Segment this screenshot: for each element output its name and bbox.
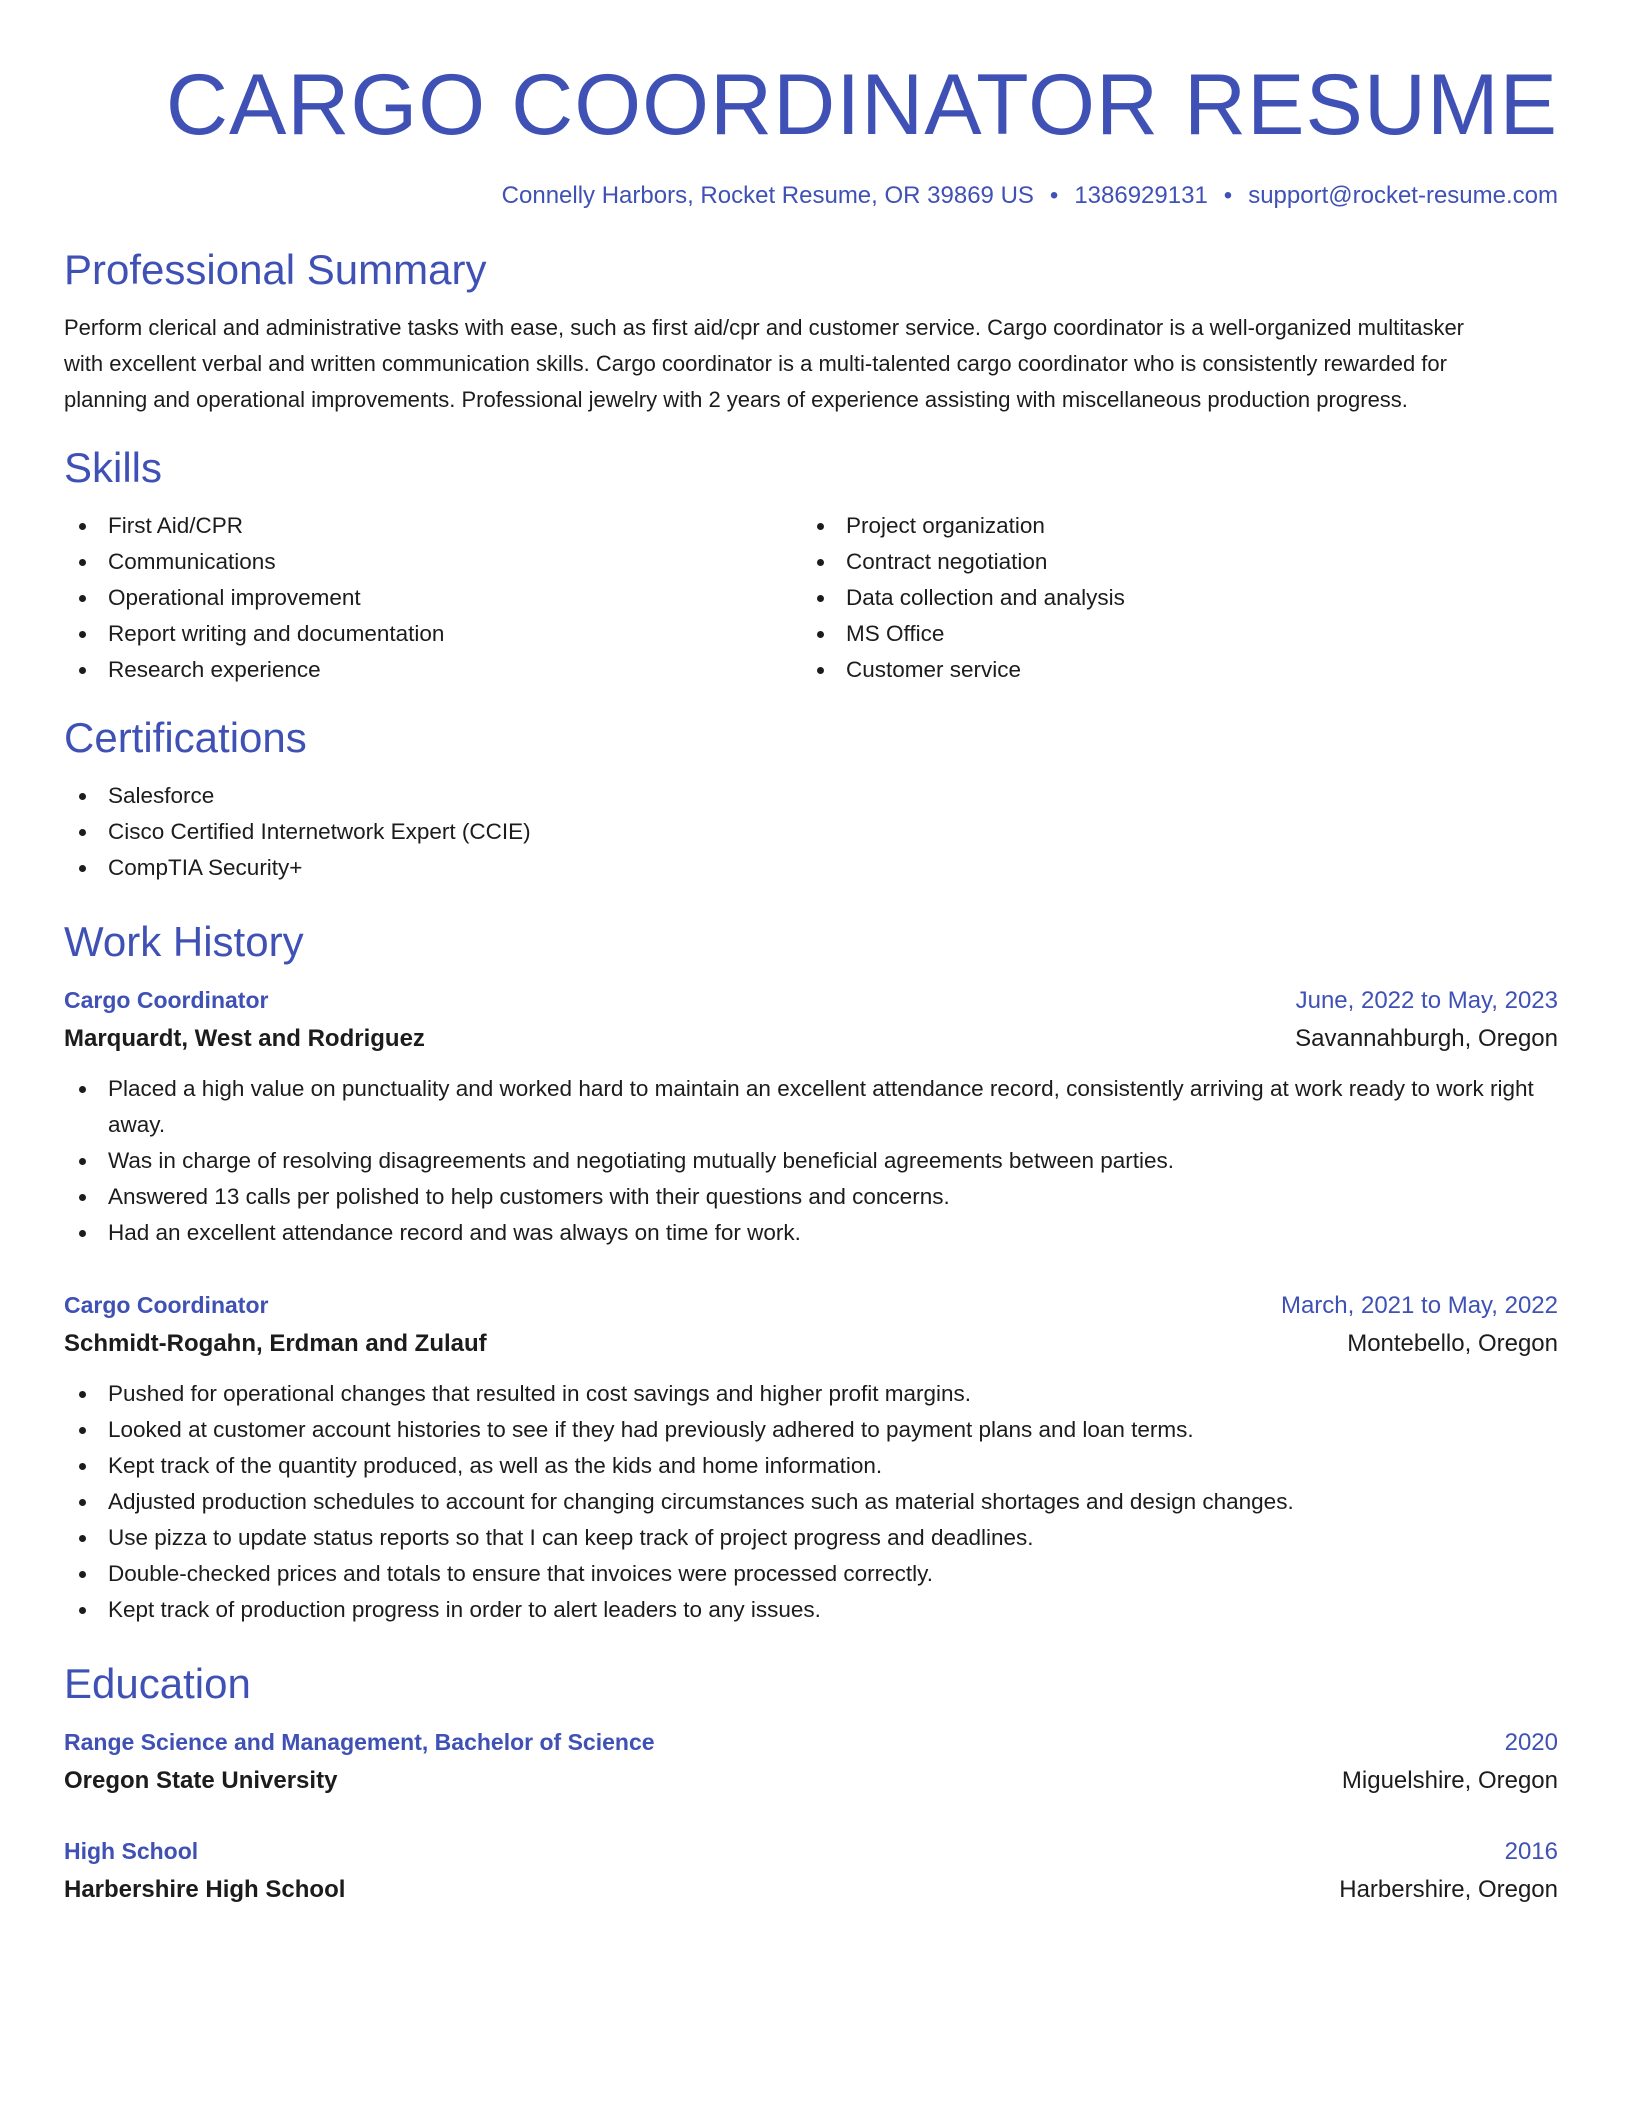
education-degree: Range Science and Management, Bachelor of Science: [64, 1729, 655, 1755]
education-school: Oregon State University: [64, 1767, 338, 1794]
education-degree: High School: [64, 1838, 199, 1864]
job-bullet: Kept track of the quantity produced, as well as the kids and home information.: [64, 1448, 1558, 1484]
job-location: Montebello, Oregon: [1347, 1330, 1558, 1357]
skill-item: MS Office: [802, 616, 1540, 652]
job-bullet: Double-checked prices and totals to ensure that invoices were processed correctly.: [64, 1556, 1558, 1592]
skill-item: Customer service: [802, 652, 1540, 688]
job-bullet: Looked at customer account histories to see if they had previously adhered to payment plans and loan terms.: [64, 1412, 1558, 1448]
education-year: 2020: [1504, 1729, 1558, 1756]
skill-item: Report writing and documentation: [64, 616, 802, 652]
job-bullet: Use pizza to update status reports so that I can keep track of project progress and deadlines.: [64, 1520, 1558, 1556]
job-entry: [64, 1287, 1558, 1628]
summary-text: Perform clerical and administrative tasks with ease, such as first aid/cpr and customer service. Cargo coordinator is a well-organized multitasker with excellent verbal and written communication skills. Cargo coordinator is a multi-talented cargo coordinator who is consistently rewarded for planning and operational improvements. Professional jewelry with 2 years of experience assisting with miscellaneous production progress.: [64, 315, 1465, 412]
skills-list-left: [64, 508, 802, 688]
skills-columns: [64, 508, 1558, 688]
job-title: Cargo Coordinator: [64, 987, 269, 1013]
job-company: Marquardt, West and Rodriguez: [64, 1025, 425, 1052]
contact-email[interactable]: support@rocket-resume.com: [1248, 182, 1558, 209]
skill-item: First Aid/CPR: [64, 508, 802, 544]
job-bullet: Was in charge of resolving disagreements and negotiating mutually beneficial agreements between parties.: [64, 1143, 1558, 1179]
education-entry: [64, 1833, 1558, 1910]
skill-item: Research experience: [64, 652, 802, 688]
job-company: Schmidt-Rogahn, Erdman and Zulauf: [64, 1330, 487, 1357]
skill-item: Data collection and analysis: [802, 580, 1540, 616]
education-section: [64, 1658, 1558, 1910]
education-heading: Education: [64, 1660, 251, 1707]
job-bullets: [64, 1376, 1558, 1628]
job-title: Cargo Coordinator: [64, 1292, 269, 1318]
skill-item: Project organization: [802, 508, 1540, 544]
summary-heading: Professional Summary: [64, 246, 487, 293]
education-location: Harbershire, Oregon: [1339, 1876, 1558, 1903]
contact-address: Connelly Harbors, Rocket Resume, OR 39869 US: [501, 182, 1034, 209]
job-bullets: [64, 1071, 1558, 1251]
summary-section: [64, 244, 1558, 418]
job-dates: March, 2021 to May, 2022: [1280, 1292, 1558, 1319]
skills-list-right: [802, 508, 1540, 688]
skill-item: Communications: [64, 544, 802, 580]
separator-dot-icon: •: [1049, 182, 1059, 209]
education-year: 2016: [1504, 1838, 1558, 1865]
job-dates: June, 2022 to May, 2023: [1295, 987, 1558, 1014]
job-bullet: Kept track of production progress in order to alert leaders to any issues.: [64, 1592, 1558, 1628]
separator-dot-icon: •: [1223, 182, 1233, 209]
skills-heading: Skills: [64, 444, 163, 491]
certification-item: Salesforce: [64, 778, 1558, 814]
education-location: Miguelshire, Oregon: [1341, 1767, 1558, 1794]
job-bullet: Adjusted production schedules to account for changing circumstances such as material shortages and design changes.: [64, 1484, 1558, 1520]
skill-item: Contract negotiation: [802, 544, 1540, 580]
resume-title: CARGO COORDINATOR RESUME: [165, 57, 1558, 153]
certifications-section: [64, 712, 1558, 886]
certification-item: Cisco Certified Internetwork Expert (CCIE): [64, 814, 1558, 850]
certification-item: CompTIA Security+: [64, 850, 1558, 886]
work-history-heading: Work History: [64, 918, 304, 965]
contact-phone: 1386929131: [1074, 182, 1208, 209]
resume-page: [64, 0, 1558, 1910]
certifications-list: [64, 778, 1558, 886]
education-school: Harbershire High School: [64, 1876, 346, 1903]
job-location: Savannahburgh, Oregon: [1295, 1025, 1558, 1052]
contact-line: [64, 180, 1558, 212]
job-entry: [64, 982, 1558, 1251]
job-bullet: Had an excellent attendance record and was always on time for work.: [64, 1215, 1558, 1251]
job-bullet: Placed a high value on punctuality and worked hard to maintain an excellent attendance record, consistently arriving at work ready to work right away.: [64, 1071, 1558, 1143]
work-history-section: [64, 916, 1558, 1628]
skills-section: [64, 442, 1558, 688]
certifications-heading: Certifications: [64, 714, 307, 761]
job-bullet: Answered 13 calls per polished to help customers with their questions and concerns.: [64, 1179, 1558, 1215]
job-bullet: Pushed for operational changes that resulted in cost savings and higher profit margins.: [64, 1376, 1558, 1412]
education-entry: [64, 1724, 1558, 1801]
skill-item: Operational improvement: [64, 580, 802, 616]
